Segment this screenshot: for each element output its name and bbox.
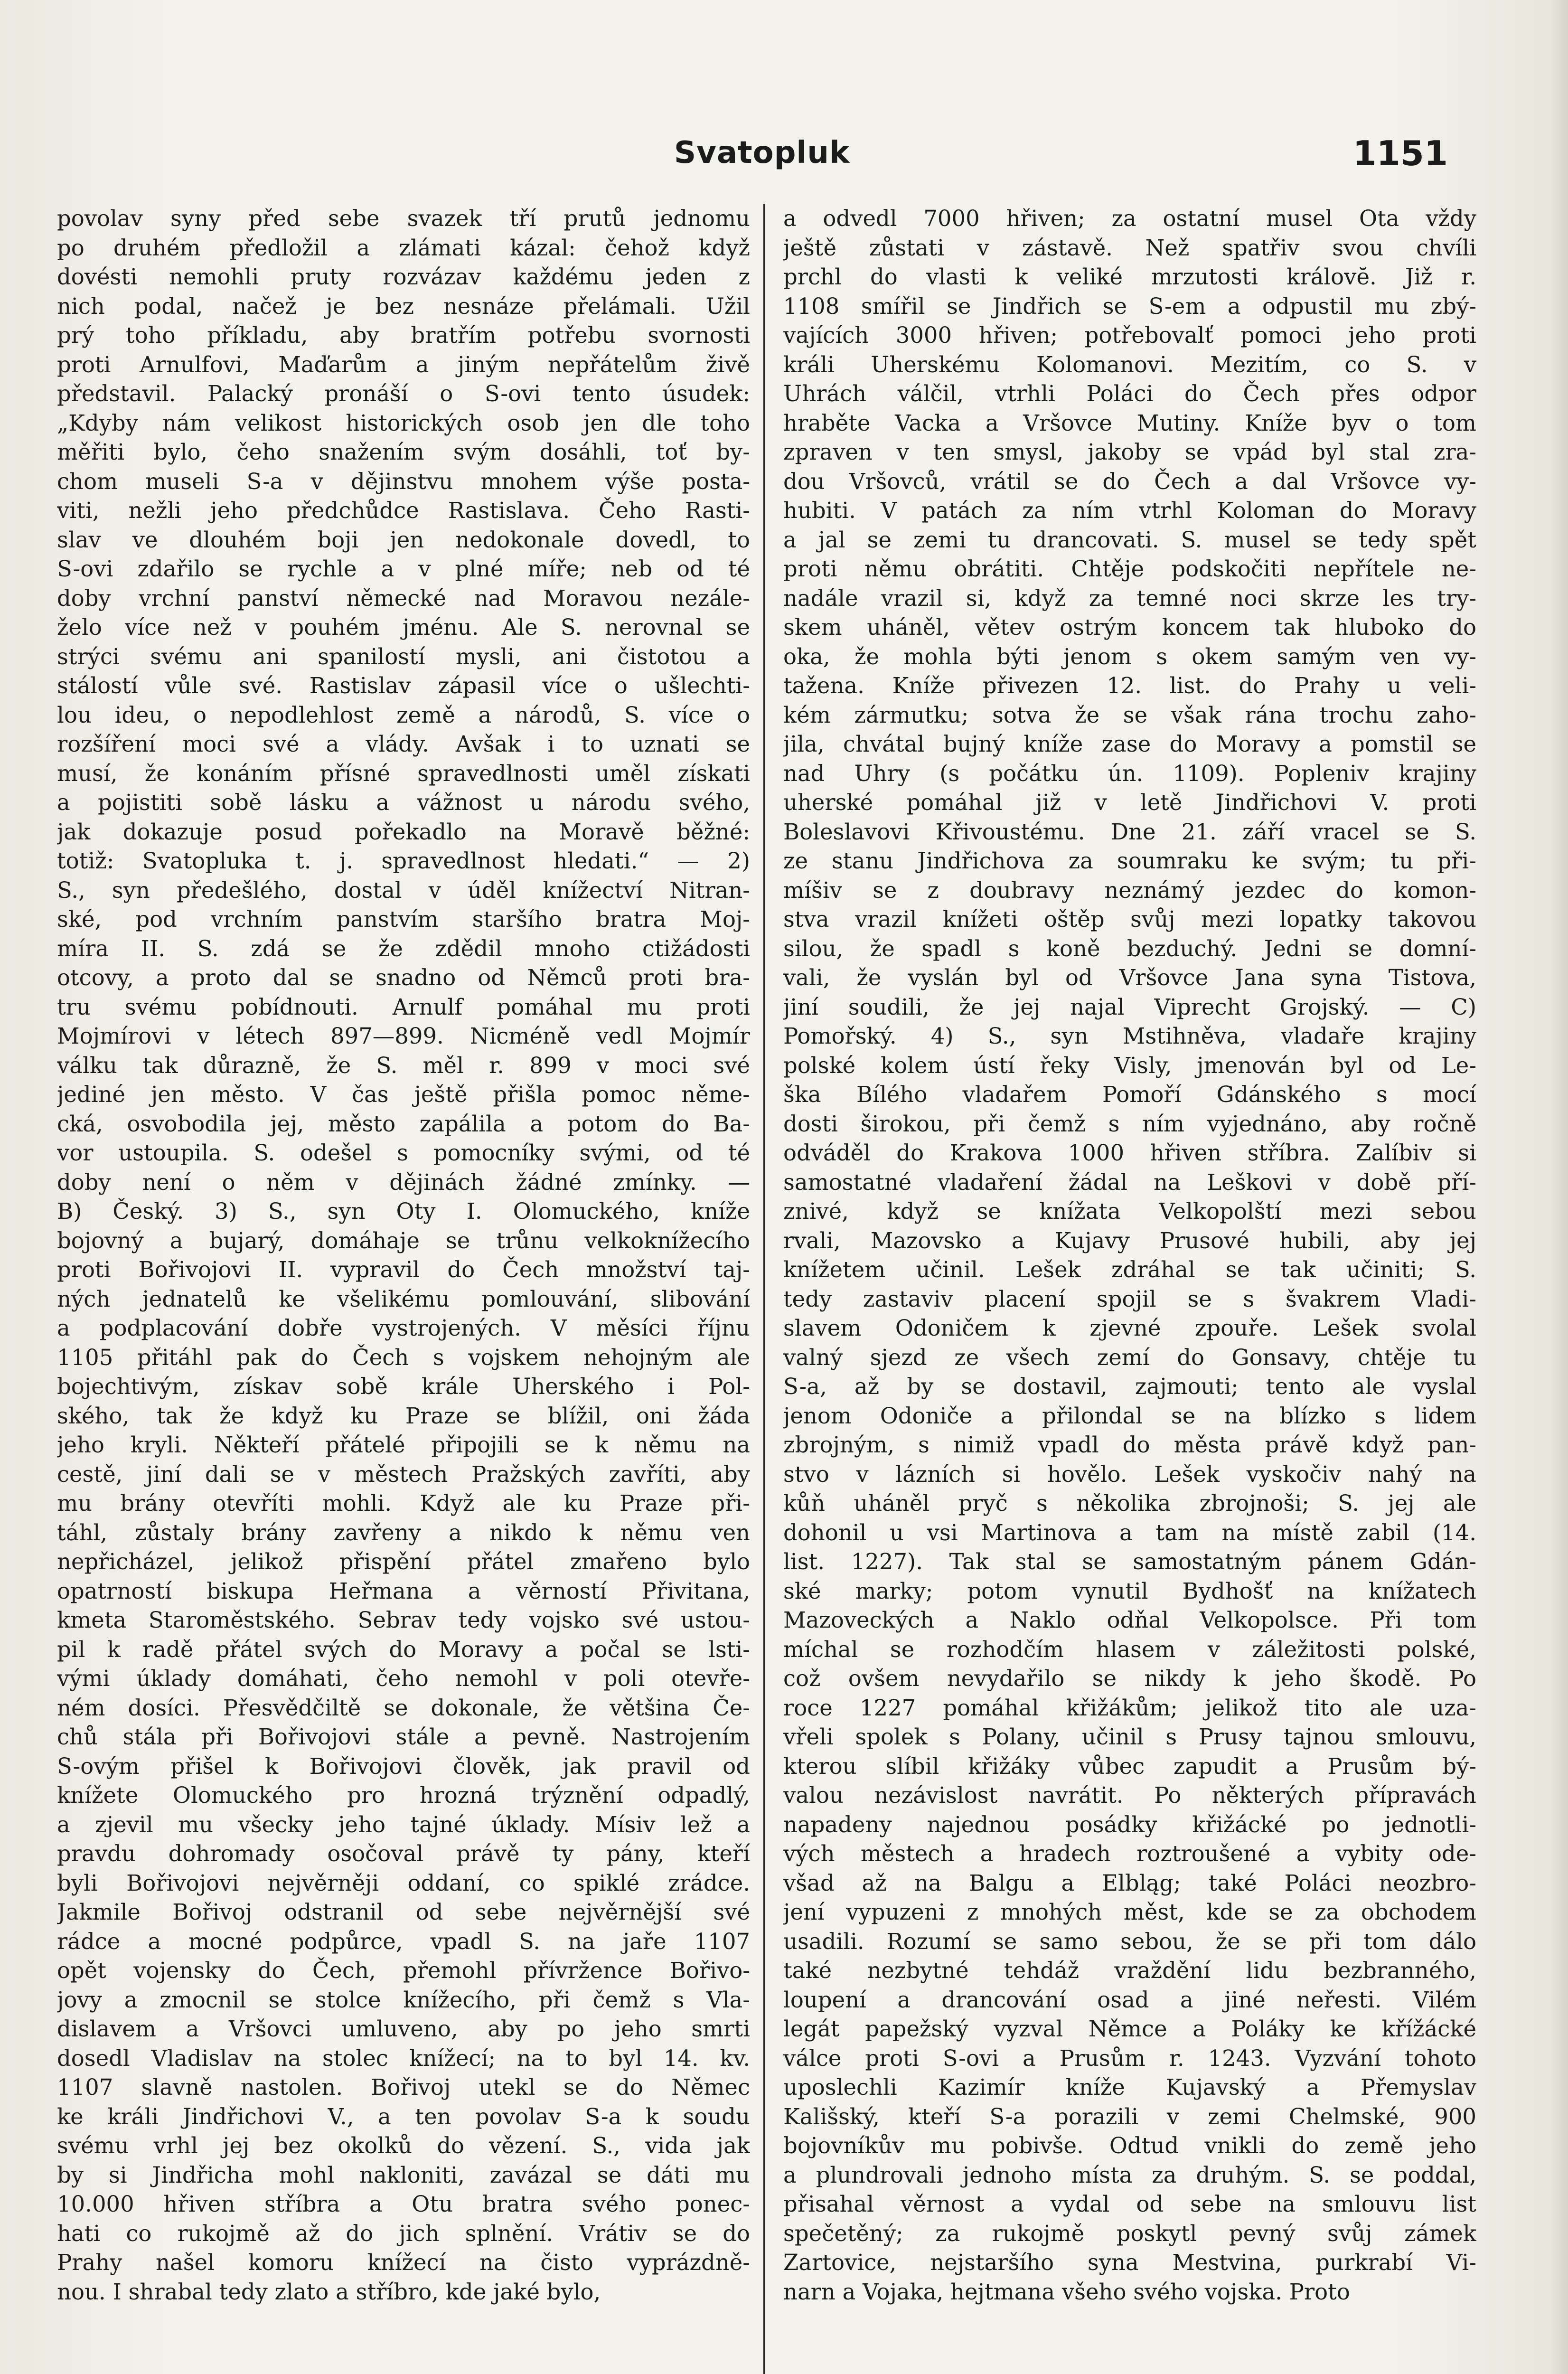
text-line: „Kdyby nám velikost historických osob jen dle toho (57, 410, 750, 436)
text-line: strýci svému ani spanilostí mysli, ani čistotou a (57, 643, 750, 669)
text-line: a odvedl 7000 hřiven; za ostatní musel Ota vždy (783, 206, 1476, 231)
text-line: představil. Palacký pronáší o S-ovi tento úsudek: (57, 381, 750, 406)
text-line: ném dosíci. Přesvědčiltě se dokonale, že většina Če- (57, 1695, 750, 1721)
text-line: bojovný a bujarý, domáhaje se trůnu velkoknížecího (57, 1227, 750, 1253)
text-line: zbrojným, s nimiž vpadl do města právě když pan- (783, 1432, 1476, 1458)
text-line: 10.000 hřiven stříbra a Otu bratra svého ponec- (57, 2191, 750, 2217)
text-line: míchal se rozhodčím hlasem v záležitosti polské, (783, 1636, 1476, 1662)
text-line: ského, tak že když ku Praze se blížil, oni žáda (57, 1403, 750, 1429)
running-head: Svatopluk (674, 135, 850, 170)
text-line: tru svému pobídnouti. Arnulf pomáhal mu proti (57, 994, 750, 1020)
text-line: nad Uhry (s počátku ún. 1109). Popleniv krajiny (783, 760, 1476, 786)
text-line: pravdu dohromady osočoval právě ty pány, kteří (57, 1841, 750, 1866)
text-line: opatrností biskupa Heřmana a věrností Přivitana, (57, 1578, 750, 1604)
text-line: vřeli spolek s Polany, učinil s Prusy tajnou smlouvu, (783, 1724, 1476, 1750)
text-line: oka, že mohla býti jenom s okem samým ven vy- (783, 643, 1476, 669)
text-line: proti Arnulfovi, Maďarům a jiným nepřátelům živě (57, 351, 750, 377)
text-line: míšiv se z doubravy neznámý jezdec do komon- (783, 877, 1476, 903)
text-line: uherské pomáhal již v letě Jindřichovi V. proti (783, 790, 1476, 815)
text-line: dosedl Vladislav na stolec knížecí; na to byl 14. kv. (57, 2045, 750, 2071)
text-line: cestě, jiní dali se v městech Pražských zavříti, aby (57, 1461, 750, 1487)
text-line: musí, že konáním přísné spravedlnosti uměl získati (57, 760, 750, 786)
text-line: tažena. Kníže přivezen 12. list. do Prahy u veli- (783, 673, 1476, 698)
left-text-column (57, 204, 750, 2374)
text-line: rvali, Mazovsko a Kujavy Prusové hubili, aby jej (783, 1227, 1476, 1253)
text-line: svému vrhl jej bez okolků do vězení. S., vida jak (57, 2133, 750, 2158)
text-line: vými úklady domáhati, čeho nemohl v poli otevře- (57, 1666, 750, 1691)
text-line: a plundrovali jednoho místa za druhým. S. se poddal, (783, 2162, 1476, 2188)
text-line: ška Bílého vladařem Pomoří Gdánského s mocí (783, 1082, 1476, 1107)
text-line: Mojmírovi v létech 897—899. Nicméně vedl Mojmír (57, 1023, 750, 1049)
text-line: polské kolem ústí řeky Visly, jmenován byl od Le- (783, 1052, 1476, 1078)
text-line: stva vrazil knížeti oštěp svůj mezi lopatky takovou (783, 906, 1476, 932)
text-line: samostatné vladaření žádal na Leškovi v době pří- (783, 1169, 1476, 1195)
text-line: jediné jen město. V čas ještě přišla pomoc něme- (57, 1082, 750, 1107)
text-line: 1107 slavně nastolen. Bořivoj utekl se do Němec (57, 2074, 750, 2100)
text-line: dohonil u vsi Martinova a tam na místě zabil (14. (783, 1519, 1476, 1545)
text-line: dosti širokou, při čemž s ním vyjednáno, aby ročně (783, 1111, 1476, 1137)
text-line: válku tak důrazně, že S. měl r. 899 v moci své (57, 1052, 750, 1078)
text-line: míra II. S. zdá se že zdědil mnoho ctižádosti (57, 935, 750, 961)
text-line: silou, že spadl s koně bezduchý. Jedni se domní- (783, 935, 1476, 961)
text-line: byli Bořivojovi nejvěrněji oddaní, co spiklé zrádce. (57, 1870, 750, 1896)
text-line: 1108 smířil se Jindřich se S-em a odpustil mu zbý- (783, 293, 1476, 319)
text-line: doby není o něm v dějinách žádné zmínky. — (57, 1169, 750, 1195)
text-line: stálostí vůle své. Rastislav zápasil více o ušlechti- (57, 673, 750, 698)
text-line: chom museli S-a v dějinstvu mnohem výše posta- (57, 468, 750, 494)
page-number: 1151 (1352, 133, 1448, 173)
text-line: dislavem a Vršovci umluveno, aby po jeho smrti (57, 2016, 750, 2042)
text-line: bojovníkův mu pobivše. Odtud vnikli do země jeho (783, 2133, 1476, 2158)
text-line: také nezbytné tehdáž vraždění lidu bezbranného, (783, 1958, 1476, 1983)
text-line: rozšíření moci své a vlády. Avšak i to uznati se (57, 731, 750, 757)
text-line: Mazoveckých a Naklo odňal Velkopolsce. Při tom (783, 1607, 1476, 1633)
page-edge-shadow (1549, 0, 1568, 2374)
text-line: skem uháněl, větev ostrým koncem tak hluboko do (783, 614, 1476, 640)
text-line: táhl, zůstaly brány zavřeny a nikdo k němu ven (57, 1519, 750, 1545)
text-line: vali, že vyslán byl od Vršovce Jana syna Tistova, (783, 965, 1476, 990)
text-line: mu brány otevříti mohli. Když ale ku Praze při- (57, 1490, 750, 1516)
text-line: zpraven v ten smysl, jakoby se vpád byl stal zra- (783, 439, 1476, 465)
text-line: a podplacování dobře vystrojených. V měsíci říjnu (57, 1315, 750, 1341)
text-line: jila, chvátal bujný kníže zase do Moravy a pomstil se (783, 731, 1476, 757)
text-line: ještě zůstati v zástavě. Než spatřiv svou chvíli (783, 235, 1476, 261)
text-line: proti Bořivojovi II. vypravil do Čech množství taj- (57, 1257, 750, 1282)
text-line: slavem Odoničem k zjevné zpouře. Lešek svolal (783, 1315, 1476, 1341)
text-line: cká, osvobodila jej, město zapálila a potom do Ba- (57, 1111, 750, 1137)
text-line: kém zármutku; sotva že se však rána trochu zaho- (783, 702, 1476, 728)
text-line: měřiti bylo, čeho snažením svým dosáhli, toť by- (57, 439, 750, 465)
text-line: všad až na Balgu a Elbląg; také Poláci neozbro- (783, 1870, 1476, 1896)
text-line: S-ovým přišel k Bořivojovi člověk, jak pravil od (57, 1753, 750, 1779)
text-line: ské, pod vrchním panstvím staršího bratra Moj- (57, 906, 750, 932)
text-line: vajících 3000 hřiven; potřebovalť pomoci jeho proti (783, 322, 1476, 348)
text-line: Pomořský. 4) S., syn Mstihněva, vladaře krajiny (783, 1023, 1476, 1049)
text-line: odváděl do Krakova 1000 hřiven stříbra. Zalíbiv si (783, 1140, 1476, 1166)
text-line: kterou slíbil křižáky vůbec zapudit a Prusům bý- (783, 1753, 1476, 1779)
text-line: doby vrchní panství německé nad Moravou nezále- (57, 585, 750, 611)
text-line: valou nezávislost navrátit. Po některých přípravách (783, 1782, 1476, 1808)
text-line: jovy a zmocnil se stolce knížecího, při čemž s Vla- (57, 1987, 750, 2013)
text-line: nich podal, načež je bez nesnáze přelámali. Užil (57, 293, 750, 319)
text-line: dou Vršovců, vrátil se do Čech a dal Vršovce vy- (783, 468, 1476, 494)
text-line: prý toho příkladu, aby bratřím potřebu svornosti (57, 322, 750, 348)
text-line: což ovšem nevydařilo se nikdy k jeho škodě. Po (783, 1666, 1476, 1691)
text-line: kůň uháněl pryč s několika zbrojnoši; S. jej ale (783, 1490, 1476, 1516)
text-line: Boleslavovi Křivoustému. Dne 21. září vracel se S. (783, 819, 1476, 845)
text-line: pil k radě přátel svých do Moravy a počal se lsti- (57, 1636, 750, 1662)
text-line: přisahal věrnost a vydal od sebe na smlouvu list (783, 2191, 1476, 2217)
column-divider (763, 204, 765, 2374)
text-line: Prahy našel komoru knížecí na čisto vyprázdně- (57, 2250, 750, 2275)
text-line: by si Jindřicha mohl nakloniti, zavázal se dáti mu (57, 2162, 750, 2188)
text-line: jeho kryli. Někteří přátelé připojili se k němu na (57, 1432, 750, 1458)
text-line: znivé, když se knížata Velkopolští mezi sebou (783, 1198, 1476, 1224)
text-line: vých městech a hradech roztroušené a vybity ode- (783, 1841, 1476, 1866)
text-line: Zartovice, nejstaršího syna Mestvina, purkrabí Vi- (783, 2250, 1476, 2275)
text-line: S-ovi zdařilo se rychle a v plné míře; neb od té (57, 556, 750, 582)
text-line: totiž: Svatopluka t. j. spravedlnost hledati.“ — 2) (57, 848, 750, 874)
text-line: ze stanu Jindřichova za soumraku ke svým; tu při- (783, 848, 1476, 874)
text-line: prchl do vlasti k veliké mrzutosti královĕ. Již r. (783, 264, 1476, 290)
text-line: jiní soudili, že jej najal Viprecht Grojský. — C) (783, 994, 1476, 1020)
text-line: králi Uherskému Kolomanovi. Mezitím, co S. v (783, 351, 1476, 377)
text-line: Uhrách válčil, vtrhli Poláci do Čech přes odpor (783, 381, 1476, 406)
text-line: tedy zastaviv placení spojil se s švakrem Vladi- (783, 1286, 1476, 1312)
text-line: kmeta Staroměstského. Sebrav tedy vojsko své ustou- (57, 1607, 750, 1633)
text-line: list. 1227). Tak stal se samostatným pánem Gdán- (783, 1549, 1476, 1574)
text-line: viti, nežli jeho předchůdce Rastislava. Čeho Rasti- (57, 498, 750, 523)
text-line: slav ve dlouhém boji jen nedokonale dovedl, to (57, 527, 750, 553)
text-line: B) Český. 3) S., syn Oty I. Olomuckého, kníže (57, 1198, 750, 1224)
text-line: lou ideu, o nepodlehlost země a národů, S. více o (57, 702, 750, 728)
text-line: loupení a drancování osad a jiné neřesti. Vilém (783, 1987, 1476, 2013)
text-line: stvo v lázních si hovělo. Lešek vyskočiv nahý na (783, 1461, 1476, 1487)
text-line: nou. I shrabal tedy zlato a stříbro, kde jaké bylo, (57, 2279, 601, 2305)
text-line: válce proti S-ovi a Prusům r. 1243. Vyzvání tohoto (783, 2045, 1476, 2071)
text-line: vor ustoupila. S. odešel s pomocníky svými, od té (57, 1140, 750, 1166)
text-line: a jal se zemi tu drancovati. S. musel se tedy spět (783, 527, 1476, 553)
text-line: S-a, až by se dostavil, zajmouti; tento ale vyslal (783, 1374, 1476, 1399)
text-line: ské marky; potom vynutil Bydhošť na knížatech (783, 1578, 1476, 1604)
text-line: valný sjezd ze všech zemí do Gonsavy, chtěje tu (783, 1344, 1476, 1370)
text-line: ných jednatelů ke všelikému pomlouvání, slibování (57, 1286, 750, 1312)
text-line: povolav syny před sebe svazek tří prutů jednomu (57, 206, 750, 231)
right-text-column (783, 204, 1476, 2374)
text-line: 1105 přitáhl pak do Čech s vojskem nehojným ale (57, 1344, 750, 1370)
text-line: napadeny najednou posádky křižácké po jednotli- (783, 1811, 1476, 1837)
text-line: jak dokazuje posud pořekadlo na Moravě běžné: (57, 819, 750, 845)
text-line: opět vojensky do Čech, přemohl přívržence Bořivo- (57, 1958, 750, 1983)
text-line: a zjevil mu všecky jeho tajné úklady. Mísiv lež a (57, 1811, 750, 1837)
text-line: želo více než v pouhém jménu. Ale S. nerovnal se (57, 614, 750, 640)
text-line: roce 1227 pomáhal křižákům; jelikož tito ale uza- (783, 1695, 1476, 1721)
text-line: knížete Olomuckého pro hrozná trýznění odpadlý, (57, 1782, 750, 1808)
text-line: a pojistiti sobě lásku a vážnost u národu svého, (57, 790, 750, 815)
text-line: knížetem učinil. Lešek zdráhal se tak učiniti; S. (783, 1257, 1476, 1282)
text-line: hati co rukojmě až do jich splnění. Vrátiv se do (57, 2220, 750, 2246)
text-line: Kališský, kteří S-a porazili v zemi Chelmské, 900 (783, 2103, 1476, 2129)
text-line: S., syn předešlého, dostal v úděl knížectví Nitran- (57, 877, 750, 903)
text-line: jenom Odoniče a přilondal se na blízko s lidem (783, 1403, 1476, 1429)
text-line: nepřicházel, jelikož přispění přátel zmařeno bylo (57, 1549, 750, 1574)
text-line: chů stála při Bořivojovi stále a pevně. Nastrojením (57, 1724, 750, 1750)
text-line: usadili. Rozumí se samo sebou, že se při tom dálo (783, 1928, 1476, 1954)
page-header (43, 135, 1448, 188)
text-line: nadále vrazil si, když za temné noci skrze les try- (783, 585, 1476, 611)
text-line: legát papežský vyzval Němce a Poláky ke křížácké (783, 2016, 1476, 2042)
text-line: narn a Vojaka, hejtmana všeho svého vojska. Proto (783, 2279, 1350, 2305)
text-line: proti němu obrátiti. Chtěje podskočiti nepřítele ne- (783, 556, 1476, 582)
text-line: po druhém předložil a zlámati kázal: čehož když (57, 235, 750, 261)
text-line: jení vypuzeni z mnohých měst, kde se za obchodem (783, 1899, 1476, 1925)
text-line: spečetěný; za rukojmě poskytl pevný svůj zámek (783, 2220, 1476, 2246)
text-line: hubiti. V patách za ním vtrhl Koloman do Moravy (783, 498, 1476, 523)
text-line: uposlechli Kazimír kníže Kujavský a Přemyslav (783, 2074, 1476, 2100)
text-line: rádce a mocné podpůrce, vpadl S. na jaře 1107 (57, 1928, 750, 1954)
text-line: hraběte Vacka a Vršovce Mutiny. Kníže byv o tom (783, 410, 1476, 436)
text-line: Jakmile Bořivoj odstranil od sebe nejvěrnější své (57, 1899, 750, 1925)
text-line: ke králi Jindřichovi V., a ten povolav S-a k soudu (57, 2103, 750, 2129)
text-line: bojechtivým, získav sobě krále Uherského i Pol- (57, 1374, 750, 1399)
text-line: otcovy, a proto dal se snadno od Němců proti bra- (57, 965, 750, 990)
text-line: dovésti nemohli pruty rozvázav každému jeden z (57, 264, 750, 290)
